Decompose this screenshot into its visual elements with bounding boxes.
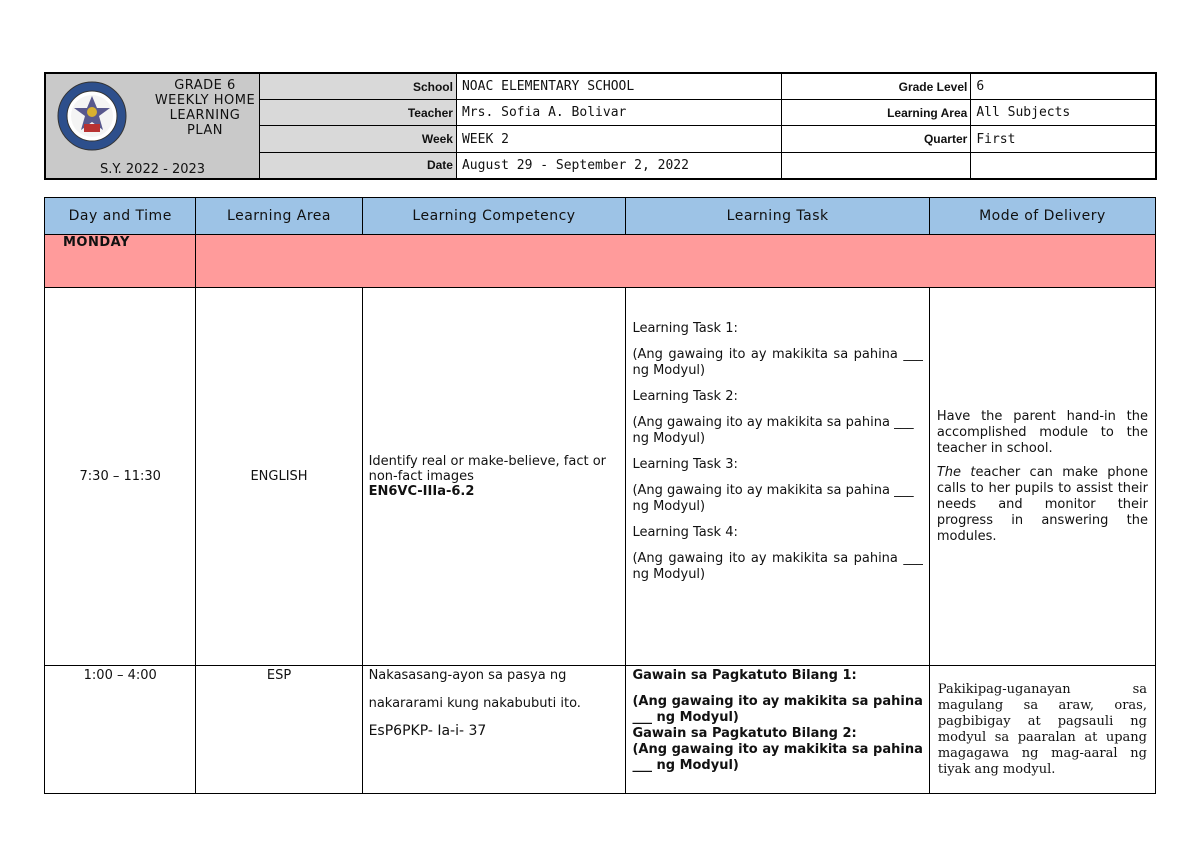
competency-text: Identify real or make-believe, fact or non-fact images [368,454,607,484]
delivery-italic-prefix: The t [936,464,976,480]
competency-text: nakararami kung nakabubuti ito. [368,696,581,711]
delivery-cell: Pakikipag-uganayan sa magulang sa araw, oras, pagbibigay at pagsauli ng modyul sa paaralan at upang magagawa ng mag-aaral ng tiyak ang modyul. [929,666,1155,794]
school-label: School [260,73,457,100]
quarter-label: Quarter [782,126,971,152]
competency-code: EN6VC-IIIa-6.2 [368,484,475,499]
empty-cell [782,152,971,179]
column-header-learning-task: Learning Task [626,198,929,235]
task-note: (Ang gawaing ito ay makikita sa pahina ___ ng Modyul) [632,551,923,582]
time-cell: 1:00 – 4:00 [45,666,196,794]
empty-cell [971,152,1156,179]
task-title: Gawain sa Pagkatuto Bilang 1: [632,668,857,683]
teacher-label: Teacher [260,100,457,126]
plan-title-cell [45,73,260,179]
deped-seal-icon [56,80,128,152]
task-note: (Ang gawaing ito ay makikita sa pahina ___ ng Modyul) [632,347,923,378]
week-value: WEEK 2 [456,126,781,152]
column-header-learning-area: Learning Area [196,198,362,235]
task-note: (Ang gawaing ito ay makikita sa pahina ___ ng Modyul) [632,415,914,446]
time-cell: 7:30 – 11:30 [45,288,196,666]
school-value: NOAC ELEMENTARY SCHOOL [456,73,781,100]
delivery-cell [929,288,1155,666]
task-title: Learning Task 3: [632,457,738,472]
task-note: (Ang gawaing ito ay makikita sa pahina ___ ng Modyul) [632,483,914,514]
task-title: Learning Task 4: [632,525,738,540]
quarter-value: First [971,126,1156,152]
date-label: Date [260,152,457,179]
day-label: MONDAY [45,235,196,288]
day-row-monday [45,235,1156,288]
school-year: S.Y. 2022 - 2023 [99,162,206,177]
learning-area-label: Learning Area [782,100,971,126]
column-header-mode-of-delivery: Mode of Delivery [929,198,1155,235]
table-row [45,666,1156,794]
column-header-day-time: Day and Time [45,198,196,235]
table-row [45,288,1156,666]
day-row-fill [196,235,1156,288]
header-table [44,72,1157,180]
delivery-text: Have the parent hand-in the accomplished module to the teacher in school. [936,408,1148,456]
task-title: Gawain sa Pagkatuto Bilang 2: [632,726,857,741]
competency-cell [362,666,626,794]
date-value: August 29 - September 2, 2022 [456,152,781,179]
week-label: Week [260,126,457,152]
delivery-text: eacher can make phone calls to her pupils to assist their needs and monitor their progress in answering the modules. [936,464,1148,544]
learning-area-value: All Subjects [971,100,1156,126]
column-header-learning-competency: Learning Competency [362,198,626,235]
area-cell: ENGLISH [196,288,362,666]
task-title: Learning Task 1: [632,321,738,336]
delivery-text-2 [937,465,1148,545]
task-cell [626,666,929,794]
plan-title: GRADE 6 WEEKLY HOME LEARNING PLAN [154,78,256,138]
task-cell [626,288,929,666]
competency-text: Nakasasang-ayon sa pasya ng [368,668,567,683]
task-note: (Ang gawaing ito ay makikita sa pahina ___ ng Modyul) [632,694,923,725]
competency-code: EsP6PKP- Ia-i- 37 [368,723,487,739]
competency-cell [362,288,626,666]
teacher-value: Mrs. Sofia A. Bolivar [456,100,781,126]
grade-level-value: 6 [971,73,1156,100]
learning-plan-table [44,197,1156,794]
area-cell: ESP [196,666,362,794]
task-title: Learning Task 2: [632,389,738,404]
grade-level-label: Grade Level [782,73,971,100]
task-note: (Ang gawaing ito ay makikita sa pahina ___ ng Modyul) [632,742,923,773]
column-header-row [45,198,1156,235]
